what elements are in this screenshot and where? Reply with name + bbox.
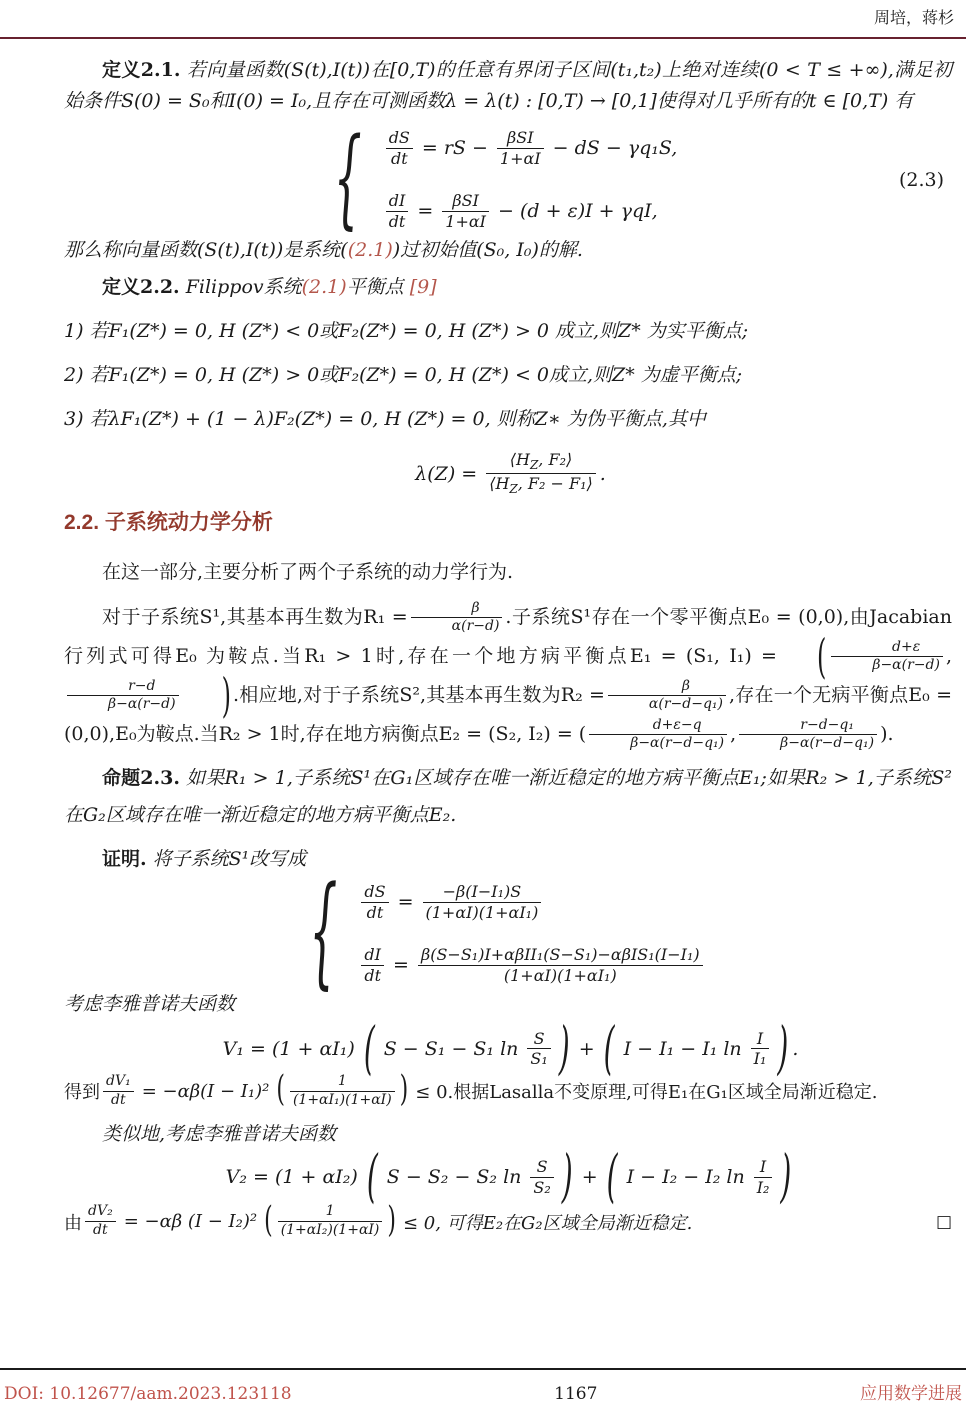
denominator [486,474,596,497]
journal-name: 应用数学进展 [859,1384,962,1404]
item-text: 若F₁(Z*) = 0, H (Z*) < 0或F₂(Z*) = 0, H (Z*) > 0 成立,则Z* 为实平衡点; [83,319,749,342]
fraction [423,883,542,922]
denominator: dt [390,148,408,168]
numerator: dS [386,129,413,149]
math-text: = [393,954,409,977]
lambda-equation [64,451,952,497]
math-text: = rS − [421,137,488,160]
paragraph-text: , [945,644,952,667]
denominator: dt [111,1091,126,1108]
proposition-2-3 [64,760,952,834]
numerator: I [751,1030,770,1050]
denominator: dt [93,1222,108,1239]
right-paren: ) [387,1200,396,1241]
page-header [0,0,966,28]
denominator: β−α(r−d) [872,657,940,674]
numerator: −β(I−I₁)S [423,883,542,903]
math-text: ⟨H [489,474,510,494]
denominator: dt [364,965,382,985]
lambda-fraction [486,451,596,497]
denominator: β−α(r−d) [108,696,176,713]
proposition-2-3-label: 命题2.3. [102,766,180,789]
math-text: , F₂ − F₁⟩ [517,474,593,494]
denominator: I₂ [756,1177,770,1197]
right-paren: ) [561,1142,573,1210]
equation-number: (2.3) [898,168,944,191]
equilibrium-item-3 [64,404,952,435]
math-text: . [792,1037,799,1060]
line-text: ≤ 0, 可得E₂在G₂区域全局渐近稳定. [403,1212,693,1234]
subsystem-analysis-paragraph [64,598,952,754]
system-rows [357,883,706,985]
numerator: dV₂ [85,1204,116,1222]
derivative-fraction [85,1204,116,1238]
paragraph-text: .子系统S¹存在一个零平衡点E₀ = (0,0),由Jacabian行列式可得E₀ 为鞍点.当R₁ > 1时,存在一个地方病平衡点E₁ = (S₁, I₁) = [64,605,952,667]
right-paren: ) [780,1142,792,1210]
equilibrium-item-1 [64,316,952,347]
fraction [418,946,703,985]
item-text: 若λF₁(Z*) + (1 − λ)F₂(Z*) = 0, H (Z*) = 0, 则称Z∗ 为伪平衡点,其中 [83,407,706,430]
denominator: (1+αI₁)(1+αI) [292,1091,392,1108]
numerator: 1 [278,1204,383,1222]
inline-fraction-r2 [608,679,726,713]
numerator: dI [386,192,409,212]
citation-ref-2-1[interactable]: (2.1) [347,238,393,261]
math-text: + [581,1166,598,1189]
fraction [290,1074,395,1108]
derivative-fraction [386,192,409,231]
page-body [0,39,966,1368]
subscript: Z [509,482,518,497]
page-footer [0,1368,966,1414]
lyapunov-v2-equation [64,1142,952,1210]
math-text: I − I₁ − I₁ ln [623,1037,742,1060]
equation-2-3-block [64,116,952,242]
left-paren: ( [363,1014,375,1082]
math-text: V₁ = (1 + αI₁) [222,1037,355,1060]
line-text: 得到 [64,1082,100,1104]
right-paren: ) [221,668,231,724]
denominator: β−α(r−d−q₁) [780,735,875,752]
subsection-intro-paragraph: 在这一部分,主要分析了两个子系统的动力学行为. [102,560,514,583]
right-paren: ) [558,1014,570,1082]
system-row-1 [357,883,545,922]
numerator: β [411,601,503,619]
item-number: 2) [64,363,84,386]
fraction [527,1030,550,1069]
derivative-fraction [386,129,413,168]
derivative-fraction [361,883,388,922]
math-text: = [417,200,434,223]
math-text: − (d + ε)I + γqI, [498,200,658,223]
math-text: . [599,462,606,485]
inline-fraction-i1 [67,679,179,713]
denominator: I₁ [753,1049,767,1069]
lyapunov-intro-2: 类似地,考虑李雅普诺夫函数 [102,1122,337,1145]
doi-link[interactable]: DOI: 10.12677/aam.2023.123118 [4,1384,292,1404]
numerator: β(S−S₁)I+αβII₁(S−S₁)−αβIS₁(I−I₁) [418,946,703,966]
denominator: 1+αI [445,211,486,231]
section-2-2-heading: 2.2. 子系统动力学分析 [64,510,273,534]
math-text: S − S₂ − S₂ ln [386,1166,522,1189]
qed-box: □ [935,1211,952,1232]
subscript: Z [529,457,539,472]
proof-lead-text: 将子系统S¹改写成 [146,847,307,870]
derivative-fraction [103,1074,134,1108]
proposition-2-3-text: 如果R₁ > 1,子系统S¹在G₁区域存在唯一渐近稳定的地方病平衡点E₁;如果R₂ > 1,子系统S²在G₂区域存在唯一渐近稳定的地方病平衡点E₂. [64,766,952,826]
inline-fraction-s2 [589,718,727,752]
math-text: − dS − γq₁S, [552,137,678,160]
denominator: 1+αI [499,148,541,168]
definition-2-2-text: 平衡点 [346,275,410,298]
numerator: β [608,679,726,697]
sentence-text: 那么称向量函数(S(t),I(t))是系统( [64,238,348,261]
paragraph-text: ,存在一个无病平衡点E₀ = (0,0),E₀为鞍点.当R₂ > 1时,存在地方病衡点E₂ = (S₂, I₂) = ( [64,683,952,745]
item-number: 3) [64,407,84,430]
denominator: (1+αI₂)(1+αI) [280,1222,380,1239]
line-text: ≤ 0.根据Lasalla不变原理,可得E₁在G₁区域全局渐近稳定. [415,1082,878,1104]
denominator: α(r−d) [451,618,500,635]
fraction [497,129,544,168]
denominator: dt [388,211,406,231]
numerator: dV₁ [103,1074,134,1092]
equation-2-3 [64,116,952,242]
numerator: d+ε−q [589,718,727,736]
proof-label: 证明. [102,847,147,870]
definition-2-2-text: Filippov系统 [179,275,302,298]
inline-fraction-i2 [739,718,877,752]
math-text: λ(Z) = [415,462,478,485]
item-text: 若F₁(Z*) = 0, H (Z*) > 0或F₂(Z*) = 0, H (Z*) < 0成立,则Z* 为虚平衡点; [83,363,743,386]
line-text: 由 [64,1212,82,1234]
denominator: dt [366,902,384,922]
numerator: S [527,1030,550,1050]
math-text: , F₂⟩ [538,449,573,469]
numerator: βSI [442,192,489,212]
fraction [754,1158,773,1197]
equilibrium-item-2 [64,360,952,391]
inline-fraction-r1 [411,601,503,635]
numerator: d+ε [831,640,943,658]
citation-ref-2-1[interactable]: (2.1) [301,275,347,298]
system-brace: { [333,116,362,242]
proof-lead [64,844,952,875]
definition-2-1-text: 若向量函数(S(t),I(t))在[0,T)的任意有界闭子区间(t₁,t₂)上绝对连续(0 < T ≤ +∞),满足初始条件S(0) = S₀和I(0) = I₀,且存在可测函数λ = λ(t) : [0,T) → [0,1]使得对几乎所有的t ∈ [0,T) 有 [64,59,952,112]
math-text: I − I₂ − I₂ ln [626,1166,745,1189]
definition-2-2 [64,272,952,303]
numerator: r−d−q₁ [739,718,877,736]
right-paren: ) [777,1014,789,1082]
denominator: (1+αI)(1+αI₁) [425,902,539,922]
left-paren: ( [606,1142,618,1210]
left-paren: ( [603,1014,615,1082]
page-number: 1167 [554,1384,598,1404]
denominator: S₂ [533,1177,551,1197]
equation-2-3-row-1 [382,129,683,168]
definition-2-2-label: 定义2.2. [102,275,180,298]
denominator: S₁ [530,1049,548,1069]
paragraph-text: 对于子系统S¹,其基本再生数为R₁ = [102,605,408,628]
numerator: βSI [497,129,544,149]
rewritten-system-equation [64,862,952,1003]
math-text: = −αβ(I − I₁)² [141,1080,270,1102]
left-paren: ( [276,1070,285,1111]
math-text: V₂ = (1 + αI₂) [225,1166,358,1189]
math-text: = [397,891,414,914]
left-paren: ( [264,1200,273,1241]
derivative-fraction [361,946,384,985]
left-paren: ( [816,629,827,685]
math-text: + [578,1037,595,1060]
definition-2-1 [64,55,952,117]
fraction [751,1030,770,1069]
header-authors: 周培，蒋杉 [873,8,954,27]
dv2-line [64,1200,952,1241]
numerator [486,451,596,475]
paragraph-text: ). [880,722,894,745]
numerator: dI [361,946,384,966]
right-paren: ) [399,1070,409,1111]
numerator: 1 [290,1074,395,1092]
left-paren: ( [366,1142,378,1210]
dv1-line [64,1070,952,1111]
system-row-2 [357,946,706,985]
math-text: = −αβ (I − I₂)² [123,1211,258,1233]
equation-2-3-row-2 [382,192,663,231]
item-number: 1) [64,319,84,342]
fraction [530,1158,553,1197]
sentence-text: )过初始值(S₀, I₀)的解. [392,238,583,261]
paragraph-text: .相应地,对于子系统S²,其基本再生数为R₂ = [232,683,605,706]
fraction [442,192,489,231]
after-equation-sentence [64,235,952,266]
numerator: dS [361,883,388,903]
lyapunov-intro-1: 考虑李雅普诺夫函数 [64,992,236,1015]
numerator: S [530,1158,553,1178]
definition-2-1-label: 定义2.1. [102,59,181,81]
denominator: (1+αI)(1+αI₁) [503,965,617,985]
inline-fraction-s1 [831,640,943,674]
equation-2-3-rows [382,129,683,231]
citation-ref-9[interactable]: [9] [409,275,437,298]
denominator: β−α(r−d−q₁) [630,735,725,752]
paragraph-text: , [730,722,737,745]
math-text: S − S₁ − S₁ ln [383,1037,519,1060]
numerator: I [754,1158,773,1178]
math-text: ⟨H [509,449,530,469]
numerator: r−d [67,679,179,697]
denominator: α(r−d−q₁) [648,696,723,713]
system-brace: { [309,862,338,1003]
